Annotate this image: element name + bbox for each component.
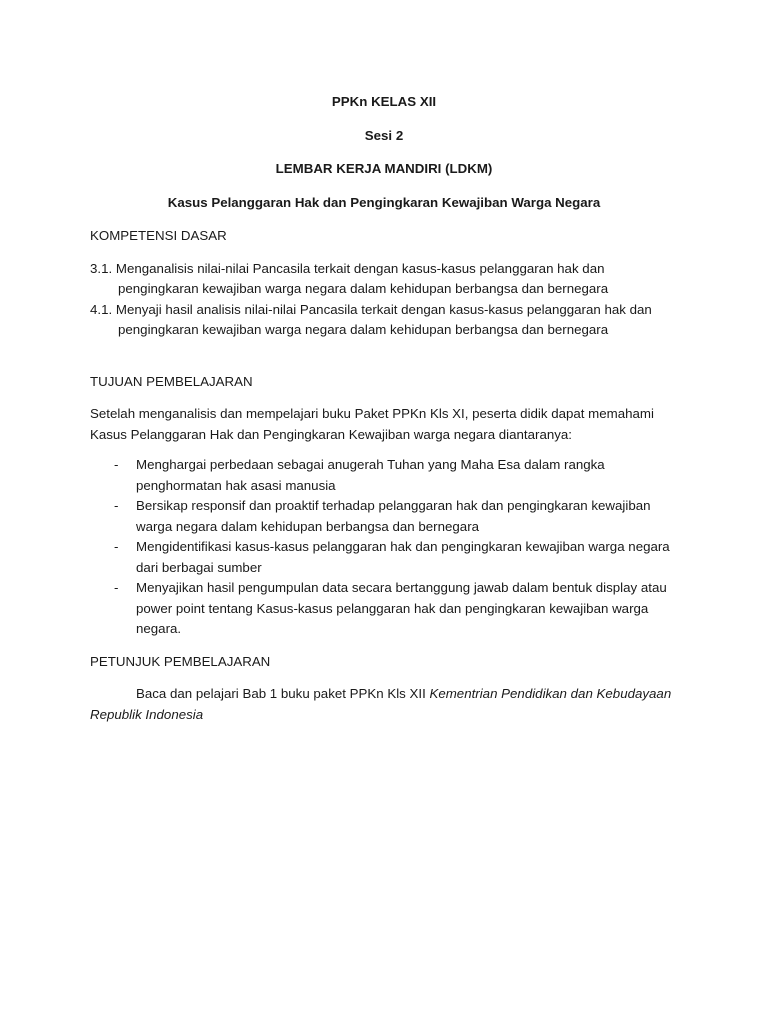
- list-bullet: -: [114, 539, 119, 554]
- kompetensi-item-text: Menganalisis nilai-nilai Pancasila terkait dengan kasus-kasus pelanggaran hak dan pengingkaran kewajiban warga negara dalam kehidupan berbangsa dan bernegara: [115, 260, 609, 296]
- kompetensi-item: [90, 300, 678, 341]
- section-spacer: [90, 362, 678, 372]
- list-bullet: -: [114, 498, 119, 513]
- list-item-text: Menyajikan hasil pengumpulan data secara bertanggung jawab dalam bentuk display atau power point tentang Kasus-kasus pelanggaran hak dan pengingkaran kewajiban warga negara.: [136, 580, 667, 636]
- doc-subtitle: Kasus Pelanggaran Hak dan Pengingkaran Kewajiban Warga Negara: [167, 194, 601, 210]
- list-item-text: Bersikap responsif dan proaktif terhadap pelanggaran hak dan pengingkaran kewajiban warga negara dalam kehidupan berbangsa dan bernegara: [136, 498, 651, 534]
- doc-title-session: Sesi 2: [364, 127, 404, 143]
- tujuan-intro: Setelah menganalisis dan mempelajari buku Paket PPKn Kls XI, peserta didik dapat memahami Kasus Pelanggaran Hak dan Pengingkaran Kewajiban warga negara diantaranya:: [90, 406, 654, 442]
- doc-title-class: PPKn KELAS XII: [331, 94, 437, 109]
- tujuan-list: [90, 455, 678, 640]
- kompetensi-list: [90, 259, 678, 341]
- list-bullet: -: [114, 457, 119, 472]
- document-content: [90, 92, 678, 725]
- list-item: [90, 537, 678, 578]
- list-item-text: Mengidentifikasi kasus-kasus pelanggaran hak dan pengingkaran kewajiban warga negara dari berbagai sumber: [136, 539, 670, 575]
- kompetensi-item-number: 3.1.: [90, 260, 113, 276]
- list-item-text: Menghargai perbedaan sebagai anugerah Tuhan yang Maha Esa dalam rangka penghormatan hak asasi manusia: [136, 457, 605, 493]
- petunjuk-text-plain: Baca dan pelajari Bab 1 buku paket PPKn Kls XII: [136, 686, 430, 701]
- kompetensi-item-number: 4.1.: [90, 301, 113, 317]
- petunjuk-text-italic: Kementrian Pendidikan dan Kebudayaan Republik Indonesia: [90, 686, 672, 722]
- list-item: [90, 578, 678, 640]
- tujuan-heading: TUJUAN PEMBELAJARAN: [90, 373, 253, 389]
- kompetensi-heading: KOMPETENSI DASAR: [90, 228, 227, 243]
- list-item: [90, 455, 678, 496]
- kompetensi-item-text: Menyaji hasil analisis nilai-nilai Pancasila terkait dengan kasus-kasus pelanggaran hak dan pengingkaran kewajiban warga negara dalam kehidupan berbangsa dan bernegara: [115, 301, 652, 337]
- kompetensi-item: [90, 259, 678, 300]
- list-bullet: -: [114, 580, 119, 595]
- petunjuk-heading: PETUNJUK PEMBELAJARAN: [90, 653, 271, 669]
- petunjuk-text: [90, 684, 678, 725]
- doc-title-worksheet: LEMBAR KERJA MANDIRI (LDKM): [275, 161, 493, 176]
- list-item: [90, 496, 678, 537]
